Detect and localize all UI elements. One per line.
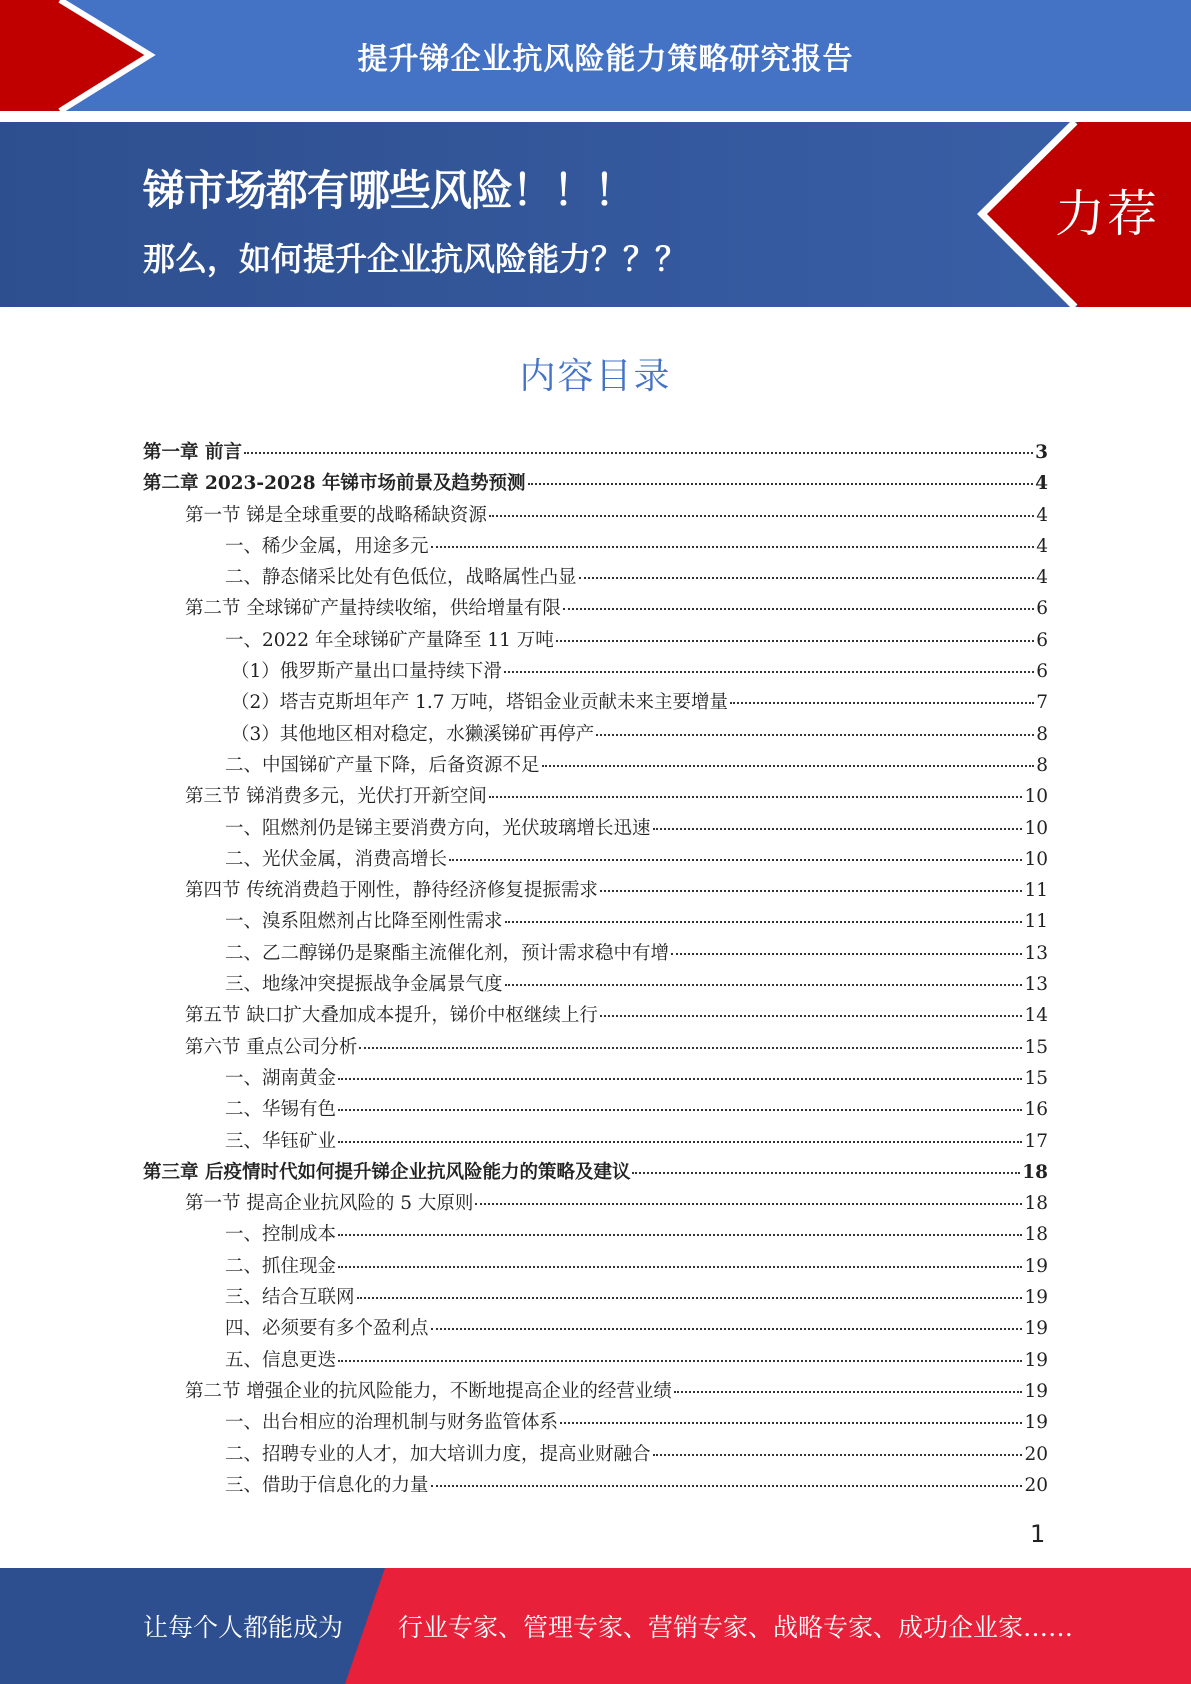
toc-leader-dots	[505, 984, 1023, 986]
toc-entry-page: 11	[1024, 880, 1048, 902]
toc-entry[interactable]	[143, 1032, 1048, 1063]
toc-entry-page: 18	[1022, 1161, 1048, 1183]
toc-leader-dots	[600, 1015, 1023, 1017]
toc-leader-dots	[600, 890, 1023, 892]
toc-entry[interactable]	[143, 875, 1048, 906]
toc-entry-page: 20	[1024, 1474, 1048, 1496]
toc-entry-title: 第二节 全球锑矿产量持续收缩，供给增量有限	[185, 598, 561, 620]
toc-entry-page: 6	[1036, 661, 1048, 683]
toc-entry[interactable]	[143, 437, 1048, 468]
toc-entry-title: （1）俄罗斯产量出口量持续下滑	[231, 661, 502, 683]
toc-entry-title: 第三节 锑消费多元，光伏打开新空间	[185, 786, 487, 808]
toc-leader-dots	[653, 828, 1023, 830]
toc-entry-title: 第三章 后疫情时代如何提升锑企业抗风险能力的策略及建议	[143, 1161, 631, 1183]
toc-entry[interactable]	[143, 906, 1048, 937]
toc-entry-page: 15	[1024, 1067, 1048, 1089]
banner-headline: 锑市场都有哪些风险！！！	[143, 166, 636, 215]
toc-entry-title: 三、借助于信息化的力量	[225, 1474, 429, 1496]
toc-entry-title: 二、华锡有色	[225, 1099, 337, 1121]
toc-entry[interactable]	[143, 625, 1048, 656]
toc-entry-title: 一、阻燃剂仍是锑主要消费方向，光伏玻璃增长迅速	[225, 817, 651, 839]
banner-subheadline: 那么，如何提升企业抗风险能力？？？	[143, 240, 688, 278]
toc-entry-title: 五、信息更迭	[225, 1349, 337, 1371]
toc-entry[interactable]	[143, 844, 1048, 875]
toc-entry-page: 19	[1024, 1318, 1048, 1340]
toc-entry-page: 15	[1024, 1036, 1048, 1058]
toc-entry-page: 17	[1024, 1130, 1048, 1152]
toc-entry-title: 一、出台相应的治理机制与财务监管体系	[225, 1412, 559, 1434]
toc-entry-title: 一、稀少金属，用途多元	[225, 535, 429, 557]
toc-leader-dots	[528, 483, 1034, 485]
toc-entry[interactable]	[143, 1439, 1048, 1470]
toc-leader-dots	[556, 640, 1034, 642]
toc-leader-dots	[338, 1141, 1022, 1143]
table-of-contents	[143, 437, 1048, 1501]
toc-leader-dots	[596, 734, 1034, 736]
toc-leader-dots	[338, 1234, 1022, 1236]
toc-entry[interactable]	[143, 1376, 1048, 1407]
toc-entry[interactable]	[143, 750, 1048, 781]
toc-entry-title: 一、溴系阻燃剂占比降至刚性需求	[225, 911, 503, 933]
toc-entry[interactable]	[143, 1188, 1048, 1219]
toc-entry-title: 一、控制成本	[225, 1224, 337, 1246]
toc-entry[interactable]	[143, 1313, 1048, 1344]
toc-entry-page: 4	[1036, 535, 1048, 557]
toc-entry-title: 三、华钰矿业	[225, 1130, 337, 1152]
toc-entry[interactable]	[143, 1282, 1048, 1313]
footer-slogan-right: 行业专家、管理专家、营销专家、战略专家、成功企业家……	[398, 1613, 1074, 1642]
toc-entry-page: 10	[1024, 848, 1048, 870]
toc-entry-page: 10	[1024, 817, 1048, 839]
toc-entry-title: 第六节 重点公司分析	[185, 1036, 358, 1058]
toc-entry[interactable]	[143, 531, 1048, 562]
toc-leader-dots	[449, 859, 1022, 861]
toc-leader-dots	[489, 515, 1034, 517]
toc-entry-page: 16	[1024, 1099, 1048, 1121]
toc-entry[interactable]	[143, 781, 1048, 812]
toc-entry-title: 第五节 缺口扩大叠加成本提升，锑价中枢继续上行	[185, 1005, 598, 1027]
toc-leader-dots	[560, 1422, 1022, 1424]
toc-entry-title: 二、静态储采比处有色低位，战略属性凸显	[225, 567, 577, 589]
toc-entry-title: 第二章 2023-2028 年锑市场前景及趋势预测	[143, 473, 526, 495]
toc-entry[interactable]	[143, 468, 1048, 499]
toc-entry-page: 4	[1035, 473, 1048, 495]
footer-slogan-left: 让每个人都能成为	[143, 1613, 344, 1642]
toc-entry-page: 19	[1024, 1412, 1048, 1434]
toc-entry[interactable]	[143, 687, 1048, 718]
toc-leader-dots	[632, 1172, 1020, 1174]
toc-entry-page: 18	[1024, 1224, 1048, 1246]
top-header-bar	[0, 0, 1191, 111]
toc-entry-page: 6	[1036, 598, 1048, 620]
toc-entry[interactable]	[143, 719, 1048, 750]
toc-entry-title: 二、招聘专业的人才，加大培训力度，提高业财融合	[225, 1443, 651, 1465]
toc-leader-dots	[674, 1391, 1023, 1393]
toc-entry[interactable]	[143, 1094, 1048, 1125]
toc-leader-dots	[431, 546, 1035, 548]
toc-entry-title: 二、乙二醇锑仍是聚酯主流催化剂，预计需求稳中有增	[225, 942, 670, 964]
toc-entry[interactable]	[143, 1000, 1048, 1031]
toc-entry-title: 二、光伏金属，消费高增长	[225, 848, 448, 870]
toc-entry[interactable]	[143, 1219, 1048, 1250]
toc-leader-dots	[505, 921, 1023, 923]
hero-banner	[0, 122, 1191, 307]
toc-entry-page: 4	[1036, 567, 1048, 589]
toc-leader-dots	[730, 702, 1034, 704]
toc-entry-title: 第二节 增强企业的抗风险能力，不断地提高企业的经营业绩	[185, 1380, 672, 1402]
toc-entry-title: 第一节 提高企业抗风险的 5 大原则	[185, 1193, 474, 1215]
toc-entry[interactable]	[143, 593, 1048, 624]
toc-entry-page: 11	[1024, 911, 1048, 933]
toc-entry-page: 13	[1024, 942, 1048, 964]
toc-entry-title: 一、2022 年全球锑矿产量降至 11 万吨	[225, 629, 554, 651]
toc-entry[interactable]	[143, 500, 1048, 531]
toc-entry-title: 第一章 前言	[143, 442, 242, 463]
toc-leader-dots	[489, 796, 1023, 798]
toc-entry-title: 四、必须要有多个盈利点	[225, 1318, 429, 1340]
toc-entry-page: 13	[1024, 974, 1048, 996]
recommend-badge-label: 力荐	[1055, 185, 1159, 243]
toc-entry[interactable]	[143, 1126, 1048, 1157]
toc-entry-page: 8	[1036, 754, 1048, 776]
toc-entry-page: 3	[1035, 442, 1048, 463]
toc-leader-dots	[579, 577, 1035, 579]
toc-entry[interactable]	[143, 1063, 1048, 1094]
toc-entry-title: 第四节 传统消费趋于刚性，静待经济修复提振需求	[185, 880, 598, 902]
toc-entry-title: 三、地缘冲突提振战争金属景气度	[225, 974, 503, 996]
toc-entry-page: 19	[1024, 1255, 1048, 1277]
toc-entry[interactable]	[143, 1345, 1048, 1376]
toc-leader-dots	[357, 1297, 1023, 1299]
toc-leader-dots	[338, 1266, 1022, 1268]
toc-entry[interactable]	[143, 1470, 1048, 1501]
toc-leader-dots	[431, 1485, 1023, 1487]
toc-entry-title: （2）塔吉克斯坦年产 1.7 万吨，塔铝金业贡献未来主要增量	[231, 692, 728, 714]
toc-title: 内容目录	[519, 356, 672, 397]
toc-entry[interactable]	[143, 656, 1048, 687]
toc-entry[interactable]	[143, 1251, 1048, 1282]
toc-entry-title: 第一节 锑是全球重要的战略稀缺资源	[185, 504, 487, 526]
footer-bar	[0, 1568, 1191, 1684]
toc-entry-page: 19	[1024, 1349, 1048, 1371]
toc-entry-title: 二、中国锑矿产量下降，后备资源不足	[225, 754, 540, 776]
toc-entry-page: 18	[1024, 1193, 1048, 1215]
toc-entry[interactable]	[143, 1407, 1048, 1438]
toc-entry-page: 4	[1036, 504, 1048, 526]
toc-entry-page: 20	[1024, 1443, 1048, 1465]
toc-leader-dots	[359, 1047, 1022, 1049]
toc-entry-title: （3）其他地区相对稳定，水獭溪锑矿再停产	[231, 723, 595, 745]
toc-entry-page: 10	[1024, 786, 1048, 808]
toc-entry-title: 三、结合互联网	[225, 1287, 355, 1309]
toc-leader-dots	[475, 1203, 1022, 1205]
toc-entry-page: 19	[1024, 1287, 1048, 1309]
page-number: 1	[1030, 1520, 1046, 1548]
toc-entry-title: 一、湖南黄金	[225, 1067, 337, 1089]
toc-entry-page: 14	[1024, 1005, 1048, 1027]
toc-entry[interactable]	[143, 562, 1048, 593]
toc-entry-page: 19	[1024, 1380, 1048, 1402]
toc-leader-dots	[671, 953, 1022, 955]
toc-leader-dots	[244, 452, 1033, 454]
toc-leader-dots	[431, 1328, 1023, 1330]
toc-entry-page: 6	[1036, 629, 1048, 651]
toc-entry-title: 二、抓住现金	[225, 1255, 337, 1277]
toc-entry[interactable]	[143, 1157, 1048, 1188]
report-title: 提升锑企业抗风险能力策略研究报告	[357, 41, 854, 77]
toc-leader-dots	[338, 1078, 1022, 1080]
toc-leader-dots	[542, 765, 1035, 767]
toc-entry[interactable]	[143, 813, 1048, 844]
toc-leader-dots	[338, 1109, 1022, 1111]
toc-leader-dots	[563, 608, 1034, 610]
toc-leader-dots	[504, 671, 1034, 673]
toc-entry[interactable]	[143, 969, 1048, 1000]
toc-leader-dots	[653, 1454, 1023, 1456]
toc-leader-dots	[338, 1360, 1022, 1362]
toc-entry-page: 7	[1036, 692, 1048, 714]
toc-entry[interactable]	[143, 938, 1048, 969]
toc-entry-page: 8	[1036, 723, 1048, 745]
